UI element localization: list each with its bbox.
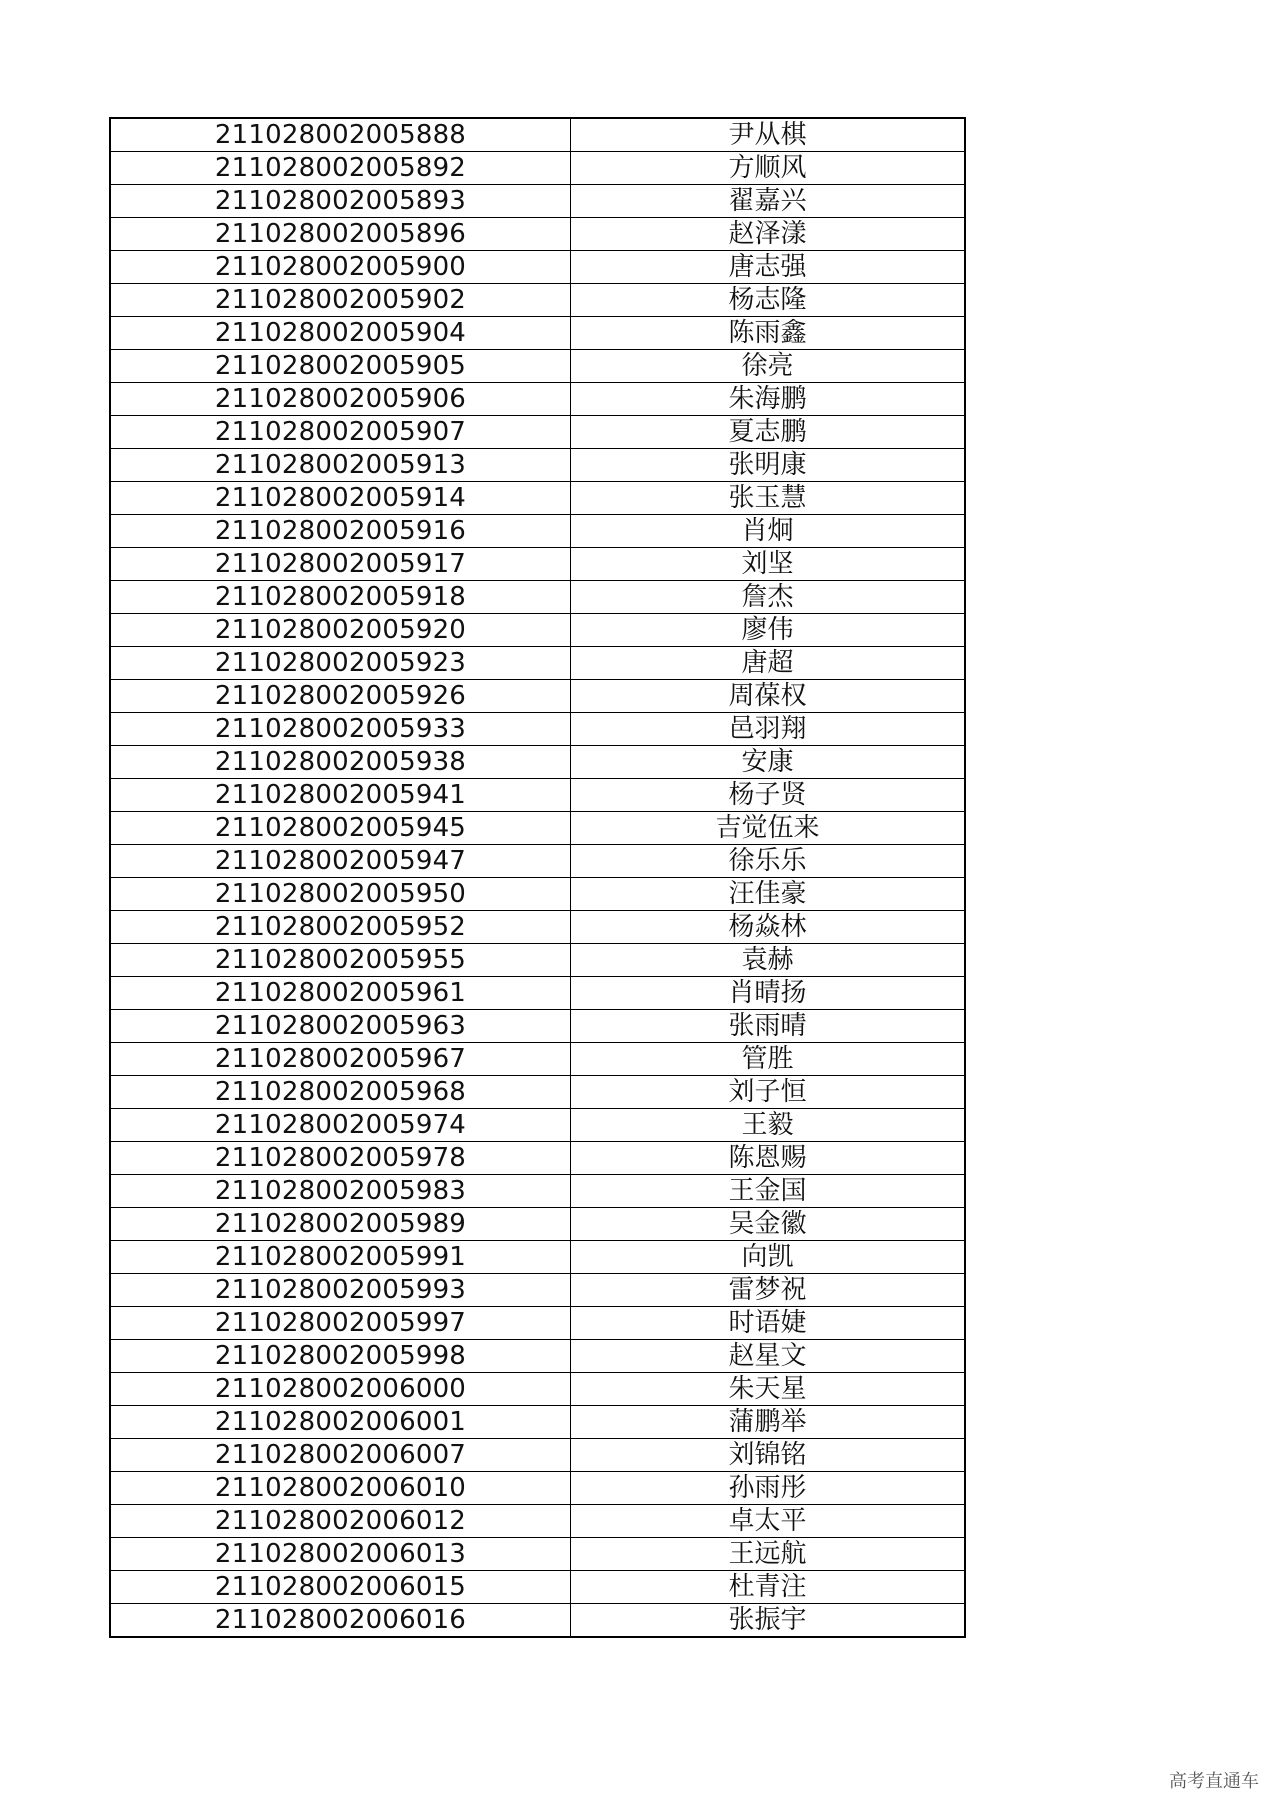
- candidate-id-cell: 211028002005888: [110, 118, 571, 152]
- table-row: [110, 1307, 965, 1340]
- candidate-id-cell: 211028002005938: [110, 746, 571, 779]
- candidate-id-cell: 211028002006013: [110, 1538, 571, 1571]
- table-row: [110, 548, 965, 581]
- candidate-id-cell: 211028002006007: [110, 1439, 571, 1472]
- table-row: [110, 647, 965, 680]
- candidate-name-cell: 杜青注: [571, 1571, 966, 1604]
- table-row: [110, 812, 965, 845]
- table-row: [110, 779, 965, 812]
- table-row: [110, 1472, 965, 1505]
- candidate-name-cell: 杨志隆: [571, 284, 966, 317]
- candidate-name-cell: 张振宇: [571, 1604, 966, 1638]
- candidate-name-cell: 刘子恒: [571, 1076, 966, 1109]
- candidate-name-cell: 赵星文: [571, 1340, 966, 1373]
- candidate-id-cell: 211028002005945: [110, 812, 571, 845]
- table-row: [110, 1373, 965, 1406]
- table-row: [110, 449, 965, 482]
- candidate-id-cell: 211028002005933: [110, 713, 571, 746]
- candidate-id-cell: 211028002005916: [110, 515, 571, 548]
- table-row: [110, 350, 965, 383]
- candidate-name-cell: 安康: [571, 746, 966, 779]
- table-row: [110, 581, 965, 614]
- candidate-name-cell: 周葆权: [571, 680, 966, 713]
- table-row: [110, 1010, 965, 1043]
- candidate-name-cell: 时语婕: [571, 1307, 966, 1340]
- table-row: [110, 284, 965, 317]
- table-row: [110, 911, 965, 944]
- candidate-id-cell: 211028002005893: [110, 185, 571, 218]
- candidate-name-cell: 朱海鹏: [571, 383, 966, 416]
- table-row: [110, 680, 965, 713]
- candidate-name-cell: 肖炯: [571, 515, 966, 548]
- candidate-id-cell: 211028002005967: [110, 1043, 571, 1076]
- table-row: [110, 1208, 965, 1241]
- candidate-name-cell: 尹从棋: [571, 118, 966, 152]
- table-row: [110, 614, 965, 647]
- table-row: [110, 251, 965, 284]
- candidate-id-cell: 211028002005947: [110, 845, 571, 878]
- candidate-name-cell: 汪佳豪: [571, 878, 966, 911]
- table-row: [110, 416, 965, 449]
- candidate-id-cell: 211028002005926: [110, 680, 571, 713]
- candidate-name-cell: 刘锦铭: [571, 1439, 966, 1472]
- table-row: [110, 845, 965, 878]
- table-row: [110, 1076, 965, 1109]
- candidate-id-cell: 211028002005941: [110, 779, 571, 812]
- table-row: [110, 383, 965, 416]
- candidate-id-cell: 211028002006000: [110, 1373, 571, 1406]
- candidate-id-cell: 211028002005983: [110, 1175, 571, 1208]
- candidate-name-cell: 赵泽漾: [571, 218, 966, 251]
- table-row: [110, 1142, 965, 1175]
- table-row: [110, 152, 965, 185]
- candidate-id-cell: 211028002006010: [110, 1472, 571, 1505]
- candidate-name-cell: 张玉慧: [571, 482, 966, 515]
- candidate-id-cell: 211028002006016: [110, 1604, 571, 1638]
- candidate-name-cell: 王远航: [571, 1538, 966, 1571]
- table-row: [110, 746, 965, 779]
- candidate-id-cell: 211028002005914: [110, 482, 571, 515]
- candidate-id-cell: 211028002005997: [110, 1307, 571, 1340]
- candidate-id-cell: 211028002006001: [110, 1406, 571, 1439]
- candidate-name-cell: 方顺风: [571, 152, 966, 185]
- table-row: [110, 1505, 965, 1538]
- candidate-id-cell: 211028002005993: [110, 1274, 571, 1307]
- candidate-name-cell: 刘坚: [571, 548, 966, 581]
- table-row: [110, 1175, 965, 1208]
- table-row: [110, 317, 965, 350]
- candidate-name-cell: 王金国: [571, 1175, 966, 1208]
- candidate-id-cell: 211028002005952: [110, 911, 571, 944]
- table-row: [110, 482, 965, 515]
- candidate-name-cell: 徐乐乐: [571, 845, 966, 878]
- watermark-text: 高考直通车: [1169, 1771, 1259, 1792]
- candidate-name-cell: 杨焱林: [571, 911, 966, 944]
- table-row: [110, 1241, 965, 1274]
- table-row: [110, 1109, 965, 1142]
- table-row: [110, 977, 965, 1010]
- candidate-id-cell: 211028002006015: [110, 1571, 571, 1604]
- candidate-name-cell: 詹杰: [571, 581, 966, 614]
- candidate-id-cell: 211028002005998: [110, 1340, 571, 1373]
- table-row: [110, 713, 965, 746]
- candidate-name-cell: 张明康: [571, 449, 966, 482]
- candidate-id-cell: 211028002005900: [110, 251, 571, 284]
- candidate-name-cell: 王毅: [571, 1109, 966, 1142]
- table-row: [110, 1604, 965, 1638]
- candidate-id-cell: 211028002005923: [110, 647, 571, 680]
- candidate-name-cell: 孙雨彤: [571, 1472, 966, 1505]
- candidate-name-cell: 夏志鹏: [571, 416, 966, 449]
- candidate-id-cell: 211028002005978: [110, 1142, 571, 1175]
- candidate-name-cell: 徐亮: [571, 350, 966, 383]
- candidate-id-cell: 211028002005989: [110, 1208, 571, 1241]
- candidate-name-cell: 向凯: [571, 1241, 966, 1274]
- candidate-id-cell: 211028002005906: [110, 383, 571, 416]
- table-row: [110, 1274, 965, 1307]
- table-row: [110, 218, 965, 251]
- candidate-id-cell: 211028002005918: [110, 581, 571, 614]
- candidate-name-cell: 翟嘉兴: [571, 185, 966, 218]
- candidate-name-cell: 管胜: [571, 1043, 966, 1076]
- table-row: [110, 878, 965, 911]
- candidate-name-cell: 肖晴扬: [571, 977, 966, 1010]
- candidate-id-cell: 211028002005955: [110, 944, 571, 977]
- candidate-id-cell: 211028002005950: [110, 878, 571, 911]
- candidate-name-cell: 杨子贤: [571, 779, 966, 812]
- candidate-id-cell: 211028002005920: [110, 614, 571, 647]
- candidate-name-cell: 邑羽翔: [571, 713, 966, 746]
- candidate-name-cell: 陈恩赐: [571, 1142, 966, 1175]
- candidate-name-cell: 陈雨鑫: [571, 317, 966, 350]
- table-row: [110, 1406, 965, 1439]
- candidate-name-cell: 廖伟: [571, 614, 966, 647]
- table-row: [110, 1043, 965, 1076]
- candidate-id-cell: 211028002005907: [110, 416, 571, 449]
- candidate-name-cell: 卓太平: [571, 1505, 966, 1538]
- candidate-name-cell: 雷梦祝: [571, 1274, 966, 1307]
- candidate-name-cell: 蒲鹏举: [571, 1406, 966, 1439]
- candidate-id-cell: 211028002005905: [110, 350, 571, 383]
- candidate-name-cell: 吉觉伍来: [571, 812, 966, 845]
- candidate-id-cell: 211028002005991: [110, 1241, 571, 1274]
- candidate-id-cell: 211028002005902: [110, 284, 571, 317]
- candidate-id-cell: 211028002005963: [110, 1010, 571, 1043]
- table-row: [110, 1571, 965, 1604]
- table-row: [110, 515, 965, 548]
- candidate-id-cell: 211028002005974: [110, 1109, 571, 1142]
- table-row: [110, 185, 965, 218]
- candidate-name-cell: 朱天星: [571, 1373, 966, 1406]
- candidate-name-cell: 唐超: [571, 647, 966, 680]
- table-row: [110, 118, 965, 152]
- candidate-name-cell: 袁赫: [571, 944, 966, 977]
- candidate-id-cell: 211028002005968: [110, 1076, 571, 1109]
- table-row: [110, 944, 965, 977]
- candidate-id-cell: 211028002005904: [110, 317, 571, 350]
- candidate-id-cell: 211028002006012: [110, 1505, 571, 1538]
- candidate-name-cell: 唐志强: [571, 251, 966, 284]
- roster-table-body: [110, 118, 965, 1637]
- candidate-name-cell: 吴金徽: [571, 1208, 966, 1241]
- candidate-name-cell: 张雨晴: [571, 1010, 966, 1043]
- candidate-id-cell: 211028002005892: [110, 152, 571, 185]
- candidate-id-cell: 211028002005917: [110, 548, 571, 581]
- candidate-id-cell: 211028002005896: [110, 218, 571, 251]
- roster-table: [109, 117, 966, 1638]
- table-row: [110, 1439, 965, 1472]
- table-row: [110, 1538, 965, 1571]
- table-row: [110, 1340, 965, 1373]
- candidate-id-cell: 211028002005961: [110, 977, 571, 1010]
- candidate-id-cell: 211028002005913: [110, 449, 571, 482]
